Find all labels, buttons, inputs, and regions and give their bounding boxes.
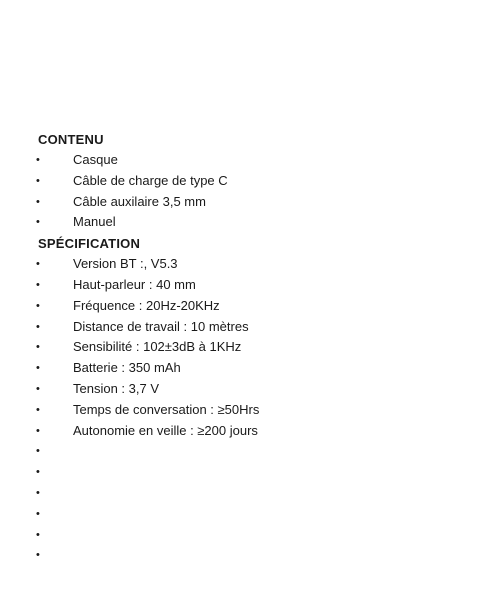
- bullet-icon: •: [36, 216, 40, 229]
- list-item-text: Câble de charge de type C: [73, 172, 228, 188]
- list-item-text: Autonomie en veille : ≥200 jours: [73, 422, 258, 438]
- bullet-icon: •: [36, 507, 40, 520]
- list-item-empty: [0, 441, 488, 462]
- list-item: [0, 358, 488, 379]
- list-item-text: Fréquence : 20Hz-20KHz: [73, 297, 220, 313]
- bullet-icon: •: [36, 382, 40, 395]
- list-item-text: Distance de travail : 10 mètres: [73, 318, 249, 334]
- list-item: [0, 421, 488, 442]
- list-item: [0, 337, 488, 358]
- bullet-icon: •: [36, 341, 40, 354]
- list-item-text: Haut-parleur : 40 mm: [73, 276, 196, 292]
- list-item-empty: [0, 525, 488, 546]
- list-item: [0, 317, 488, 338]
- bullet-icon: •: [36, 320, 40, 333]
- bullet-icon: •: [36, 403, 40, 416]
- list-item-text: Version BT :, V5.3: [73, 256, 178, 272]
- bullet-icon: •: [36, 299, 40, 312]
- list-item-empty: [0, 545, 488, 566]
- list-item-text: Câble auxilaire 3,5 mm: [73, 193, 206, 209]
- list-item-text: Batterie : 350 mAh: [73, 360, 181, 376]
- list-item: [0, 150, 488, 171]
- bullet-icon: •: [36, 278, 40, 291]
- list-item: [0, 171, 488, 192]
- list-item-text: Sensibilité : 102±3dB à 1KHz: [73, 339, 242, 355]
- list-item-empty: [0, 462, 488, 483]
- bullet-icon: •: [36, 174, 40, 187]
- list-item-text: Manuel: [73, 214, 116, 230]
- bullet-icon: •: [36, 424, 40, 437]
- bullet-icon: •: [36, 258, 40, 271]
- specification-list: [0, 254, 488, 566]
- bullet-icon: •: [36, 466, 40, 479]
- list-item: [0, 212, 488, 233]
- bullet-icon: •: [36, 486, 40, 499]
- list-item-text: Temps de conversation : ≥50Hrs: [73, 401, 260, 417]
- list-item-empty: [0, 504, 488, 525]
- list-item: [0, 275, 488, 296]
- list-item: [0, 296, 488, 317]
- bullet-icon: •: [36, 528, 40, 541]
- bullet-icon: •: [36, 549, 40, 562]
- document-body: [0, 129, 488, 566]
- section-heading-specification: SPÉCIFICATION: [38, 236, 141, 252]
- bullet-icon: •: [36, 195, 40, 208]
- list-item-text: Tension : 3,7 V: [73, 380, 159, 396]
- list-item: [0, 254, 488, 275]
- bullet-icon: •: [36, 362, 40, 375]
- contenu-list: [0, 150, 488, 233]
- list-item-text: Casque: [73, 152, 118, 167]
- bullet-icon: •: [36, 154, 40, 166]
- section-heading-contenu: CONTENU: [38, 132, 104, 147]
- list-item-empty: [0, 483, 488, 504]
- list-item: [0, 379, 488, 400]
- bullet-icon: •: [36, 445, 40, 458]
- list-item: [0, 400, 488, 421]
- list-item: [0, 192, 488, 213]
